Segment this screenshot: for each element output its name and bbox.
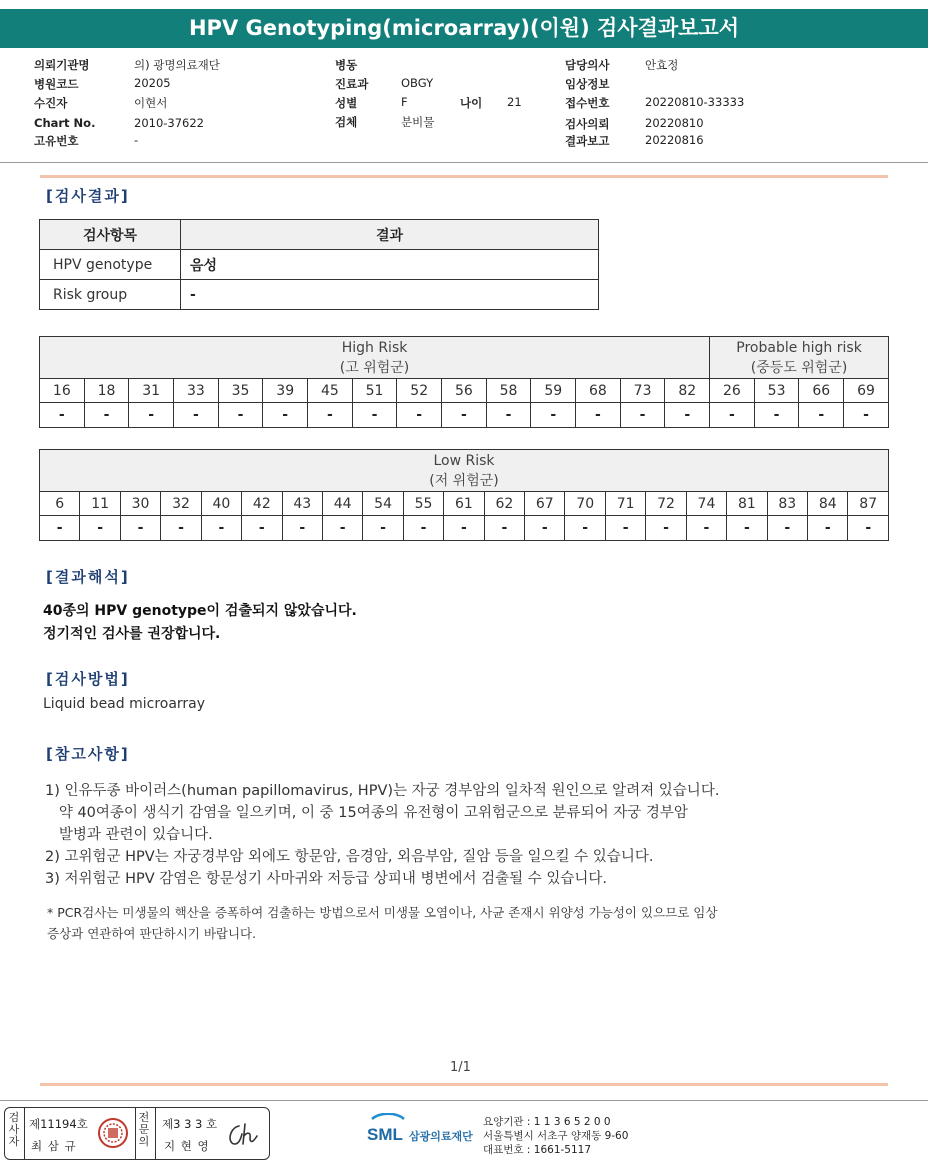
info-label: 접수번호 — [565, 96, 610, 110]
genotype-number-cell: 84 — [808, 492, 848, 516]
result-header-result: 결과 — [181, 220, 599, 250]
high-risk-header — [40, 337, 710, 379]
accent-rule-bottom — [40, 1083, 888, 1086]
genotype-result-cell: - — [218, 403, 263, 428]
genotype-number-cell: 54 — [363, 492, 403, 516]
interpretation-line-2: 정기적인 검사를 권장합니다. — [43, 626, 221, 642]
info-value: 분비물 — [401, 115, 435, 129]
genotype-result-cell: - — [844, 403, 889, 428]
probable-risk-title: Probable high risk — [736, 339, 862, 356]
reference-line: 1) 인유두종 바이러스(human papillomavirus, HPV)는 자궁 경부암의 일차적 원인으로 알려져 있습니다. — [45, 783, 720, 799]
confirmer-name: 지 현 영 — [164, 1139, 210, 1153]
result-value: 음성 — [181, 250, 599, 280]
reference-line: 3) 저위험군 HPV 감염은 항문성기 사마귀와 저등급 상피내 병변에서 검출될 수 있습니다. — [45, 871, 607, 887]
genotype-result-cell: - — [352, 403, 397, 428]
info-label: 병원코드 — [34, 77, 79, 91]
genotype-number-cell: 67 — [525, 492, 565, 516]
genotype-number-cell: 35 — [218, 379, 263, 403]
genotype-result-cell: - — [444, 516, 484, 541]
age-label: 나이 — [460, 96, 483, 110]
genotype-number-cell: 87 — [848, 492, 889, 516]
genotype-result-cell: - — [80, 516, 120, 541]
genotype-number-cell: 26 — [710, 379, 755, 403]
genotype-result-cell: - — [727, 516, 767, 541]
section-title-interpretation: [결과해석] — [46, 568, 130, 586]
report-title: HPV Genotyping(microarray)(이원) 검사결과보고서 — [0, 9, 928, 48]
result-value: - — [181, 280, 599, 310]
genotype-number-cell: 71 — [605, 492, 645, 516]
genotype-number-cell: 56 — [442, 379, 487, 403]
genotype-result-cell: - — [442, 403, 487, 428]
genotype-result-cell: - — [308, 403, 353, 428]
section-title-result: [검사결과] — [46, 187, 130, 205]
genotype-number-cell: 42 — [242, 492, 282, 516]
box-divider — [24, 1108, 25, 1159]
info-value: 의) 광명의료재단 — [134, 58, 220, 72]
footer-divider — [0, 1100, 928, 1101]
pcr-note-line-2: 증상과 연관하여 판단하시기 바랍니다. — [47, 926, 257, 941]
phone: 대표번호 : 1661-5117 — [483, 1144, 592, 1156]
result-item: HPV genotype — [40, 250, 181, 280]
section-title-reference: [참고사항] — [46, 745, 130, 763]
genotype-number-cell: 43 — [282, 492, 322, 516]
info-label: 병동 — [335, 58, 358, 72]
genotype-result-cell: - — [665, 403, 710, 428]
examiner-name: 최 삼 규 — [31, 1139, 77, 1153]
genotype-result-cell: - — [486, 403, 531, 428]
reference-line: 2) 고위험군 HPV는 자궁경부암 외에도 항문암, 음경암, 외음부암, 질암 등을 일으킬 수 있습니다. — [45, 849, 654, 865]
genotype-result-cell: - — [484, 516, 524, 541]
confirmer-label: 전문의 — [138, 1111, 150, 1148]
genotype-result-cell: - — [620, 403, 665, 428]
accent-rule-top — [40, 175, 888, 178]
genotype-number-cell: 66 — [799, 379, 844, 403]
info-label: 진료과 — [335, 77, 369, 91]
genotype-result-cell: - — [686, 516, 726, 541]
genotype-result-cell: - — [397, 403, 442, 428]
genotype-number-cell: 45 — [308, 379, 353, 403]
genotype-result-row — [40, 403, 889, 428]
genotype-number-cell: 33 — [174, 379, 219, 403]
reference-line: 약 40여종이 생식기 감염을 일으키며, 이 중 15여종의 유전형이 고위험군으로 분류되어 자궁 경부암 — [45, 805, 688, 821]
genotype-number-cell: 61 — [444, 492, 484, 516]
section-title-method: [검사방법] — [46, 670, 130, 688]
genotype-number-cell: 59 — [531, 379, 576, 403]
confirmer-number: 제3 3 3 호 — [162, 1117, 218, 1131]
probable-risk-header — [710, 337, 889, 379]
genotype-result-cell: - — [322, 516, 362, 541]
institution-code: 요양기관 : 1 1 3 6 5 2 0 0 — [483, 1116, 611, 1128]
low-risk-header — [40, 450, 889, 492]
info-value: 2010-37622 — [134, 116, 204, 130]
interpretation-line-1: 40종의 HPV genotype이 검출되지 않았습니다. — [43, 603, 357, 619]
sml-logo-icon — [366, 1113, 410, 1149]
genotype-number-cell: 62 — [484, 492, 524, 516]
genotype-number-cell: 72 — [646, 492, 686, 516]
genotype-result-cell: - — [576, 403, 621, 428]
address: 서울특별시 서초구 양재동 9-60 — [483, 1130, 629, 1142]
genotype-result-cell: - — [242, 516, 282, 541]
result-item: Risk group — [40, 280, 181, 310]
info-label: Chart No. — [34, 116, 96, 130]
genotype-result-cell: - — [201, 516, 241, 541]
genotype-number-cell: 68 — [576, 379, 621, 403]
genotype-number-cell: 70 — [565, 492, 605, 516]
genotype-number-cell: 31 — [129, 379, 174, 403]
genotype-number-cell: 52 — [397, 379, 442, 403]
genotype-result-cell: - — [282, 516, 322, 541]
genotype-number-cell: 69 — [844, 379, 889, 403]
examiner-label: 검사자 — [8, 1111, 20, 1148]
genotype-result-cell: - — [848, 516, 889, 541]
genotype-result-cell: - — [531, 403, 576, 428]
info-value: 20220810 — [645, 116, 704, 130]
genotype-number-cell: 81 — [727, 492, 767, 516]
reference-line: 발병과 관련이 있습니다. — [45, 827, 213, 843]
genotype-result-cell: - — [129, 403, 174, 428]
genotype-number-cell: 51 — [352, 379, 397, 403]
genotype-number-cell: 30 — [120, 492, 160, 516]
genotype-number-cell: 55 — [403, 492, 443, 516]
info-label: 담당의사 — [565, 58, 610, 72]
high-risk-subtitle: (고 위험군) — [339, 359, 410, 376]
signature-icon — [225, 1122, 261, 1153]
info-label: 검체 — [335, 115, 358, 129]
genotype-result-cell: - — [767, 516, 807, 541]
table-row — [40, 250, 599, 280]
genotype-result-row — [40, 516, 889, 541]
genotype-result-cell: - — [754, 403, 799, 428]
info-value: 20220816 — [645, 133, 704, 147]
genotype-result-cell: - — [403, 516, 443, 541]
genotype-number-cell: 58 — [486, 379, 531, 403]
genotype-result-cell: - — [40, 516, 80, 541]
info-value: 20205 — [134, 76, 171, 90]
genotype-number-cell: 73 — [620, 379, 665, 403]
genotype-number-row — [40, 492, 889, 516]
genotype-result-cell: - — [174, 403, 219, 428]
info-value: F — [401, 95, 408, 109]
genotype-number-cell: 82 — [665, 379, 710, 403]
examiner-number: 제11194호 — [29, 1117, 88, 1131]
genotype-number-cell: 39 — [263, 379, 308, 403]
genotype-number-row — [40, 379, 889, 403]
svg-text:SML: SML — [367, 1125, 403, 1144]
info-value: 이현서 — [134, 96, 168, 110]
examiner-seal-icon — [97, 1117, 129, 1152]
info-label: 결과보고 — [565, 134, 610, 148]
genotype-number-cell: 32 — [161, 492, 201, 516]
genotype-result-cell: - — [84, 403, 129, 428]
info-label: 검사의뢰 — [565, 117, 610, 131]
high-risk-title: High Risk — [341, 339, 408, 356]
genotype-result-cell: - — [710, 403, 755, 428]
box-divider — [135, 1108, 136, 1159]
org-name: 삼광의료재단 — [409, 1130, 473, 1143]
low-risk-table — [39, 449, 889, 541]
page-number: 1/1 — [450, 1060, 471, 1075]
box-divider — [155, 1108, 156, 1159]
info-label: 고유번호 — [34, 134, 79, 148]
genotype-number-cell: 16 — [40, 379, 85, 403]
genotype-result-cell: - — [161, 516, 201, 541]
probable-risk-subtitle: (중등도 위험군) — [750, 359, 848, 376]
age-value: 21 — [507, 95, 522, 109]
genotype-number-cell: 18 — [84, 379, 129, 403]
method-text: Liquid bead microarray — [43, 696, 206, 712]
info-label: 의뢰기관명 — [34, 58, 90, 72]
info-label: 임상정보 — [565, 77, 610, 91]
low-risk-title: Low Risk — [433, 452, 495, 469]
genotype-number-cell: 40 — [201, 492, 241, 516]
genotype-result-cell: - — [120, 516, 160, 541]
result-header-item: 검사항목 — [40, 220, 181, 250]
genotype-result-cell: - — [363, 516, 403, 541]
pcr-note-line-1: * PCR검사는 미생물의 핵산을 증폭하여 검출하는 방법으로서 미생물 오염이나, 사균 존재시 위양성 가능성이 있으므로 임상 — [47, 905, 718, 920]
info-value: 안효정 — [645, 58, 679, 72]
genotype-number-cell: 6 — [40, 492, 80, 516]
table-row — [40, 280, 599, 310]
genotype-number-cell: 83 — [767, 492, 807, 516]
genotype-number-cell: 11 — [80, 492, 120, 516]
info-value: 20220810-33333 — [645, 95, 745, 109]
info-label: 수진자 — [34, 96, 68, 110]
signature-box — [4, 1107, 270, 1160]
info-value: OBGY — [401, 76, 434, 90]
info-value: - — [134, 133, 139, 147]
low-risk-subtitle: (저 위험군) — [429, 472, 499, 489]
result-table — [39, 219, 599, 310]
genotype-number-cell: 53 — [754, 379, 799, 403]
genotype-result-cell: - — [525, 516, 565, 541]
genotype-number-cell: 44 — [322, 492, 362, 516]
genotype-result-cell: - — [565, 516, 605, 541]
genotype-result-cell: - — [605, 516, 645, 541]
genotype-result-cell: - — [263, 403, 308, 428]
genotype-result-cell: - — [40, 403, 85, 428]
genotype-number-cell: 74 — [686, 492, 726, 516]
info-label: 성별 — [335, 96, 358, 110]
high-risk-table — [39, 336, 889, 428]
genotype-result-cell: - — [799, 403, 844, 428]
genotype-result-cell: - — [646, 516, 686, 541]
header-divider — [0, 162, 928, 163]
genotype-result-cell: - — [808, 516, 848, 541]
